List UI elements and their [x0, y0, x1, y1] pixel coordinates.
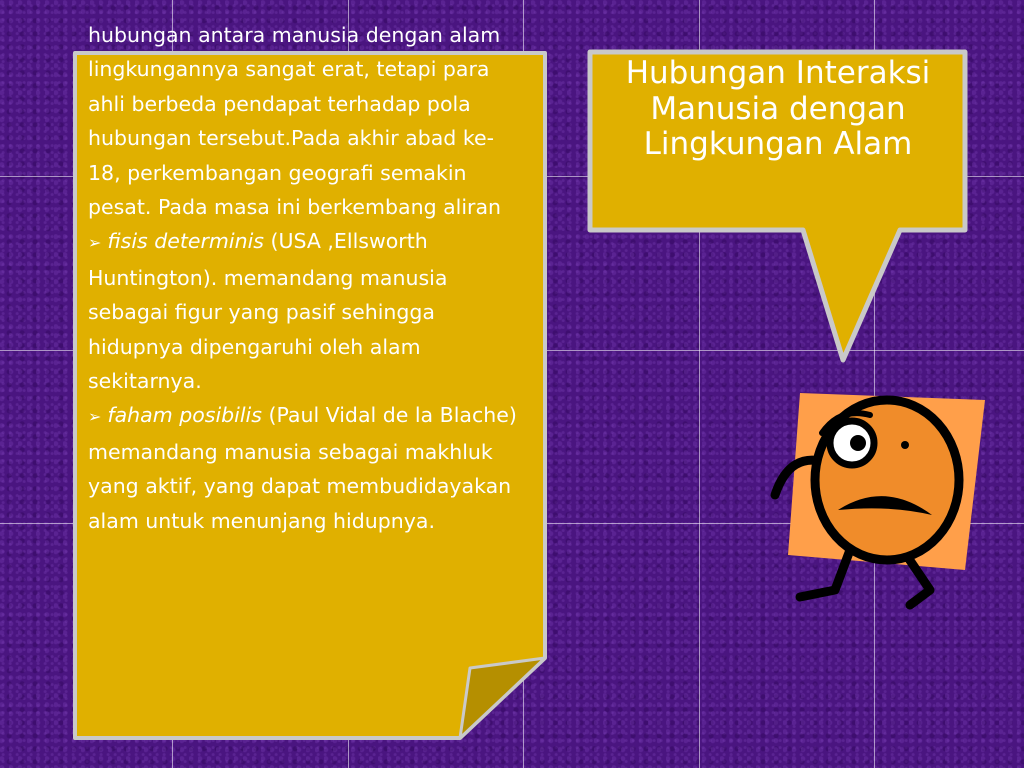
bullet-term: fisis determinis [107, 229, 264, 254]
bullet-term: faham posibilis [107, 403, 262, 428]
worried-character-icon [760, 385, 1000, 625]
note-bullet-item [88, 398, 528, 538]
arrow-bullet-icon: ➢ [88, 233, 102, 253]
note-paragraph: hubungan antara manusia dengan alam lingkungannya sangat erat, tetapi para ahli berbeda pendapat terhadap pola hubungan tersebut.Pada akhir abad ke- 18, perkembangan geografi semakin pesat. Pada masa ini berkembang aliran [88, 23, 502, 220]
callout-title: Hubungan Interaksi Manusia dengan Lingkungan Alam [625, 55, 931, 162]
bullet-text: (USA ,Ellsworth Huntington). memandang manusia sebagai figur yang pasif sehingga hidupnya dipengaruhi oleh alam sekitarnya. [88, 229, 448, 394]
note-text [88, 18, 528, 538]
note-bullet-item [88, 224, 528, 398]
arrow-bullet-icon: ➢ [88, 407, 102, 427]
folded-corner-icon [460, 658, 545, 738]
bullet-text: (Paul Vidal de la Blache) memandang manusia sebagai makhluk yang aktif, yang dapat membudidayakan alam untuk menunjang hidupnya. [88, 403, 517, 533]
